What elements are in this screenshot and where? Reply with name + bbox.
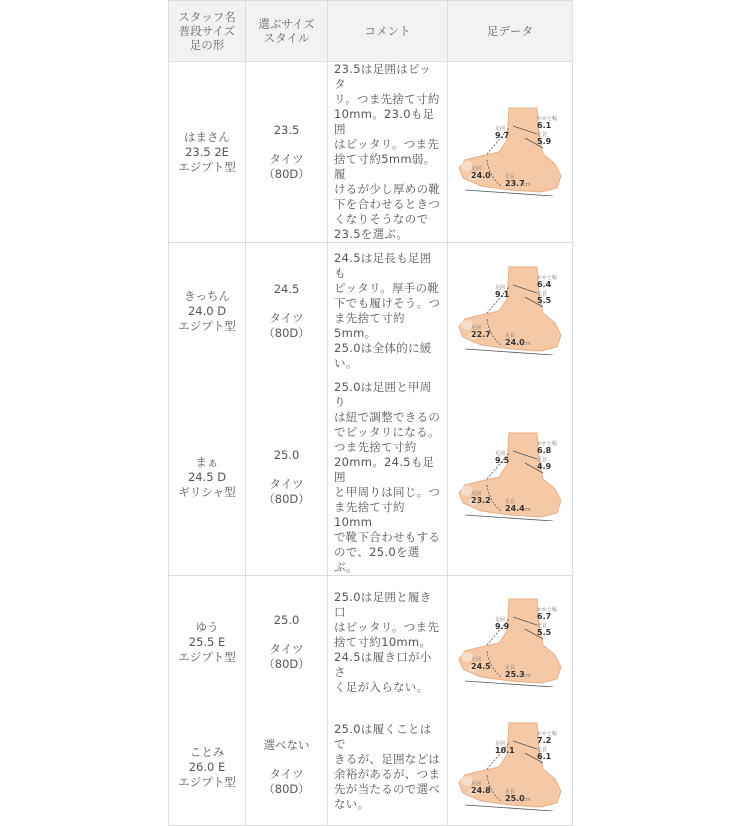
- heel-value: 6.4: [537, 280, 552, 290]
- instep-caption: 足囲: [495, 616, 506, 623]
- style-line: タイツ: [269, 766, 304, 781]
- comment-line: い。: [334, 356, 358, 371]
- instep-caption: 足囲: [495, 126, 506, 132]
- chosen-size: 25.0: [273, 613, 300, 628]
- instep-caption: 足囲: [495, 451, 506, 457]
- style-line: （80D）: [263, 491, 310, 506]
- girth-value: 24.0: [471, 171, 491, 180]
- girth-value: 24.8: [471, 786, 491, 796]
- staff-line: 26.0 E: [188, 759, 226, 774]
- heel-value: 6.1: [537, 121, 552, 130]
- foot-data-cell: [448, 710, 573, 825]
- unit-cm: cm: [523, 797, 531, 804]
- comment-line: けるが少し厚めの靴: [334, 182, 441, 196]
- ankle-value: 5.9: [537, 137, 552, 146]
- comment-line: 20mm。24.5も足囲: [334, 454, 435, 484]
- length-caption: 足長: [505, 333, 516, 340]
- staff-line: エジプト型: [178, 159, 236, 174]
- staff-cell: [169, 62, 246, 243]
- style-line: （80D）: [263, 325, 310, 340]
- style-line: タイツ: [269, 151, 304, 166]
- comment-line: く足が入らない。: [334, 680, 429, 695]
- table-row: [169, 243, 573, 380]
- comment-line: 25.0は足囲と履き口: [334, 590, 432, 620]
- comment-line: は紐で調整できるの: [334, 409, 441, 424]
- heel-value: 6.7: [537, 611, 552, 621]
- staff-line: 25.5 E: [188, 635, 226, 650]
- staff-line: エジプト型: [178, 650, 236, 665]
- style-line: （80D）: [263, 657, 310, 672]
- instep-value: 9.1: [495, 290, 510, 300]
- staff-cell: [169, 710, 246, 825]
- staff-cell: [169, 243, 246, 380]
- foot-diagram: [451, 104, 569, 196]
- staff-line: 24.5 D: [187, 469, 227, 484]
- table-row: [169, 575, 573, 710]
- staff-line: ゆう: [195, 620, 219, 635]
- size-cell: [246, 575, 328, 710]
- staff-line: エジプト型: [178, 318, 236, 333]
- comment-line: でピッタリになる。: [334, 424, 440, 439]
- comment-line: ピッタリ。厚手の靴: [334, 281, 440, 296]
- comment-line: 25.0は足囲と甲周り: [334, 379, 432, 409]
- header-staff-line: 普段サイズ: [178, 24, 236, 38]
- comment-line: と甲周りは同じ。つ: [334, 484, 441, 499]
- header-row: [169, 1, 573, 62]
- length-caption: 足長: [505, 499, 516, 505]
- comment-line: 余裕があるが、つま: [334, 767, 441, 782]
- foot-diagram: [451, 429, 569, 521]
- comment-line: ま先捨て寸約5mm。: [334, 311, 405, 341]
- girth-caption: 足囲: [471, 325, 482, 332]
- girth-caption: 足囲: [471, 781, 482, 788]
- foot-data-cell: [448, 575, 573, 710]
- comment-line: 先が当たるので選べ: [334, 782, 441, 797]
- instep-value: 9.9: [495, 621, 510, 631]
- staff-line: はまさん: [184, 129, 230, 144]
- heel-value: 7.2: [537, 736, 552, 746]
- length-value: 24.4: [505, 504, 525, 513]
- unit-cm: cm: [523, 341, 531, 348]
- header-staff-line: 足の形: [189, 38, 225, 52]
- chosen-size: 25.0: [273, 447, 300, 462]
- instep-value: 9.5: [495, 456, 510, 465]
- girth-caption: 足囲: [471, 656, 482, 663]
- heel-caption: かかと幅: [537, 116, 558, 122]
- length-value: 25.3: [505, 669, 525, 679]
- heel-caption: かかと幅: [537, 441, 558, 447]
- girth-caption: 足囲: [471, 166, 482, 172]
- chosen-size: 23.5: [273, 122, 300, 137]
- table-row: [169, 62, 573, 243]
- chosen-size: 選べない: [263, 737, 310, 752]
- staff-line: きっちん: [184, 288, 230, 303]
- fitting-table: [168, 0, 573, 826]
- instep-value: 9.7: [495, 131, 510, 140]
- heel-caption: かかと幅: [537, 606, 558, 613]
- size-cell: [246, 710, 328, 825]
- heel-caption: かかと幅: [537, 731, 558, 738]
- heel-value: 6.8: [537, 446, 552, 455]
- ankle-value: 6.1: [537, 752, 552, 762]
- header-staff-line: スタッフ名: [178, 10, 236, 24]
- header-size: [246, 1, 328, 62]
- comment-line: はピッタリ。つま先: [334, 137, 440, 151]
- comment-line: 捨て寸約5mm弱。履: [334, 152, 436, 181]
- comment-line: 24.5は足長も足囲も: [334, 251, 432, 281]
- style-line: タイツ: [269, 642, 304, 657]
- length-value: 25.0: [505, 794, 525, 804]
- comment-line: 捨て寸約10mm。: [334, 635, 432, 650]
- foot-diagram: [451, 263, 569, 355]
- ankle-caption: 足首: [537, 132, 548, 138]
- comment-line: きるが、足囲などは: [334, 752, 441, 767]
- ankle-caption: 足首: [537, 747, 548, 754]
- comment-cell: [328, 243, 448, 380]
- staff-cell: [169, 575, 246, 710]
- girth-value: 24.5: [471, 661, 491, 671]
- style-line: （80D）: [263, 166, 310, 181]
- size-cell: [246, 380, 328, 576]
- length-value: 24.0: [505, 338, 525, 348]
- comment-line: 下でも履けそう。つ: [334, 296, 441, 311]
- header-foot: 足データ: [448, 1, 573, 62]
- unit-cm: cm: [523, 182, 531, 188]
- comment-line: 24.5は履き口が小さ: [334, 650, 432, 680]
- size-cell: [246, 243, 328, 380]
- staff-line: エジプト型: [178, 774, 236, 789]
- instep-caption: 足囲: [495, 741, 506, 748]
- instep-value: 10.1: [495, 746, 515, 756]
- foot-diagram: [451, 595, 569, 687]
- girth-caption: 足囲: [471, 491, 482, 497]
- length-value: 23.7: [505, 179, 525, 188]
- comment-line: 10mm。23.0も足囲: [334, 107, 435, 136]
- comment-cell: [328, 380, 448, 576]
- unit-cm: cm: [523, 672, 531, 679]
- comment-cell: [328, 710, 448, 825]
- comment-line: 25.0は履くことはで: [334, 722, 432, 752]
- ankle-value: 5.5: [537, 627, 552, 637]
- comment-line: リ。つま先捨て寸約: [334, 92, 440, 106]
- foot-data-cell: [448, 380, 573, 576]
- style-line: タイツ: [269, 310, 304, 325]
- table-row: [169, 380, 573, 576]
- foot-data-cell: [448, 62, 573, 243]
- style-line: タイツ: [269, 476, 304, 491]
- size-cell: [246, 62, 328, 243]
- table-row: [169, 710, 573, 825]
- comment-cell: [328, 575, 448, 710]
- ankle-value: 4.9: [537, 462, 552, 471]
- header-size-line: 選ぶサイズ: [258, 17, 315, 31]
- ankle-value: 5.5: [537, 296, 552, 306]
- staff-line: 23.5 2E: [185, 144, 229, 159]
- comment-line: ま先捨て寸約10mm: [334, 499, 405, 529]
- length-caption: 足長: [505, 664, 516, 671]
- unit-cm: cm: [523, 507, 531, 513]
- header-staff: [169, 1, 246, 62]
- comment-line: 23.5は足囲はピッタ: [334, 62, 432, 91]
- chosen-size: 24.5: [273, 281, 300, 296]
- header-comment: コメント: [328, 1, 448, 62]
- staff-line: ギリシャ型: [178, 484, 236, 499]
- girth-value: 23.2: [471, 496, 491, 505]
- comment-line: 下を合わせるときつ: [334, 197, 441, 211]
- comment-cell: [328, 62, 448, 243]
- style-line: （80D）: [263, 781, 310, 796]
- ankle-caption: 足首: [537, 457, 548, 463]
- instep-caption: 足囲: [495, 285, 506, 292]
- foot-data-cell: [448, 243, 573, 380]
- staff-line: まぁ: [195, 454, 219, 469]
- comment-line: で靴下合わせもする: [334, 529, 441, 544]
- comment-line: つま先捨て寸約: [334, 439, 417, 454]
- comment-line: ない。: [334, 797, 370, 812]
- length-caption: 足長: [505, 789, 516, 796]
- staff-line: ことみ: [189, 744, 225, 759]
- comment-line: 25.0は全体的に緩: [334, 341, 432, 356]
- heel-caption: かかと幅: [537, 275, 558, 282]
- length-caption: 足長: [505, 174, 516, 180]
- ankle-caption: 足首: [537, 291, 548, 298]
- header-size-line: スタイル: [263, 31, 310, 45]
- comment-line: はピッタリ。つま先: [334, 620, 440, 635]
- ankle-caption: 足首: [537, 622, 548, 629]
- staff-cell: [169, 380, 246, 576]
- staff-line: 24.0 D: [187, 303, 227, 318]
- comment-line: ので、25.0を選ぶ。: [334, 544, 420, 574]
- comment-line: くなりそうなので: [334, 212, 429, 226]
- comment-line: 23.5を選ぶ。: [334, 227, 409, 241]
- foot-diagram: [451, 719, 569, 811]
- girth-value: 22.7: [471, 330, 491, 340]
